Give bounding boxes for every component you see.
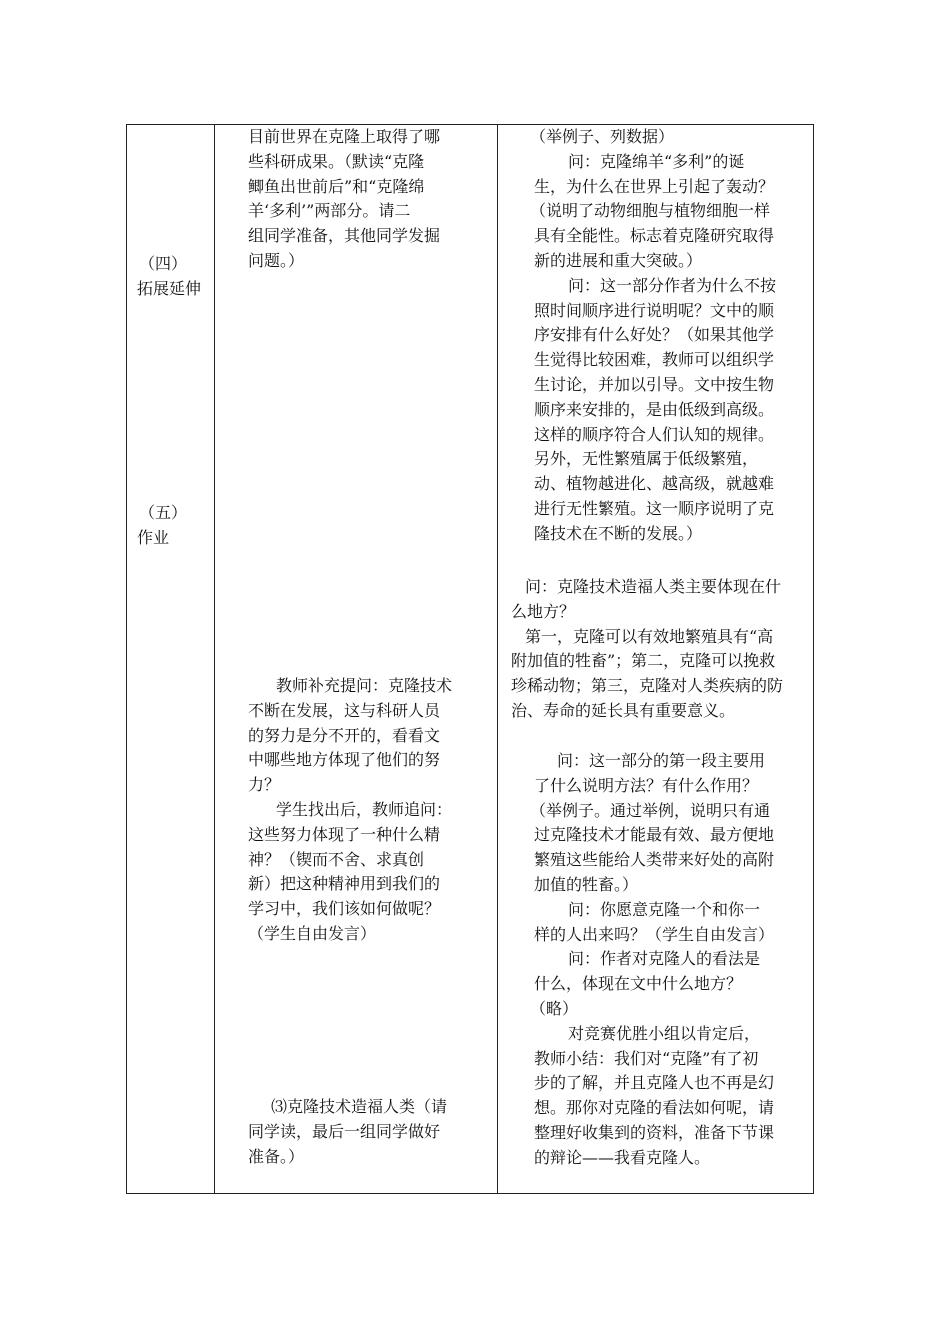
text-line: （学生自由发言） [248,924,377,943]
text-line: 动、植物越进化、越高级，就越难 [534,474,775,494]
text-line: 羊‘多利’”两部分。请二 [248,201,411,221]
text-line: 生，为什么在世界上引起了轰动？ [534,176,775,196]
text-line: 附加值的牲畜”；第二，克隆可以挽救 [511,651,776,671]
text-line: 想。那你对克隆的看法如何呢，请 [534,1098,775,1118]
text-line: 同学读，最后一组同学做好 [248,1121,441,1141]
text-line: （举例子、列数据） [530,127,675,146]
section-title: 拓展延伸 [137,279,202,298]
text-line: 力？ [248,775,281,795]
text-line: 繁殖这些能给人类带来好处的高附 [534,850,775,870]
column-divider [214,125,215,1193]
text-line: 的辩论——我看克隆人。 [534,1147,711,1167]
text-line: 新）把这种精神用到我们的 [248,874,441,894]
text-line: 问：这一部分的第一段主要用 [557,751,766,770]
text-line: 不断在发展，这与科研人员 [248,700,441,720]
text-line: 神？（锲而不舍、求真创 [248,849,425,869]
section-number: （四） [139,254,188,273]
text-line: ⑶克隆技术造福人类（请 [271,1097,448,1116]
text-line: 这样的顺序符合人们认知的规律。 [534,424,775,444]
column-divider [497,125,498,1193]
lesson-plan-table [126,124,814,1194]
text-line: 序安排有什么好处？（如果其他学 [534,325,775,345]
text-line: 新的进展和重大突破。） [534,251,703,270]
text-line: 教师补充提问：克隆技术 [276,676,453,695]
text-line: 的努力是分不开的，看看文 [248,725,441,745]
text-line: 步的了解，并且克隆人也不再是幻 [534,1073,775,1093]
text-line: 学习中，我们该如何做呢？ [248,899,441,919]
text-line: 问：这一部分作者为什么不按 [568,275,777,295]
text-line: 目前世界在克隆上取得了哪 [248,127,441,146]
text-line: 对竞赛优胜小组以肯定后， [568,1023,761,1043]
text-line: （略） [530,999,579,1018]
text-line: 照时间顺序进行说明呢？文中的顺 [534,300,775,320]
text-line: 了什么说明方法？有什么作用？ [534,775,759,795]
text-line: （举例子。通过举例，说明只有通 [530,800,771,820]
text-line: 些科研成果。（默读“克隆 [248,151,425,171]
text-line: 加值的牲畜。） [534,875,639,894]
text-line: 准备。） [248,1146,305,1166]
text-line: 过克隆技术才能最有效、最方便地 [534,825,775,845]
text-line: 问题。） [248,251,305,270]
text-line: 问：你愿意克隆一个和你一 [568,899,761,919]
text-line: （说明了动物细胞与植物细胞一样 [530,201,771,221]
text-line: 生觉得比较困难，教师可以组织学 [534,350,775,370]
text-line: 中哪些地方体现了他们的努 [248,750,441,770]
text-line: 顺序来安排的，是由低级到高级。 [534,399,775,419]
text-line: 么地方？ [511,601,576,621]
text-line: 生讨论，并加以引导。文中按生物 [534,375,775,394]
text-line: 组同学准备，其他同学发掘 [248,226,441,246]
text-line: 治、寿命的延长具有重要意义。 [511,701,736,720]
section-title: 作业 [137,528,170,547]
text-line: 问：克隆技术造福人类主要体现在什 [525,577,782,596]
text-line: 样的人出来吗？（学生自由发言） [534,924,775,944]
text-line: 进行无性繁殖。这一顺序说明了克 [534,499,775,518]
text-line: 问：作者对克隆人的看法是 [568,949,761,969]
text-line: 什么，体现在文中什么地方？ [534,974,743,994]
text-line: 另外，无性繁殖属于低级繁殖， [534,449,759,469]
section-number: （五） [139,503,188,522]
text-line: 教师小结：我们对“克隆”有了初 [534,1048,759,1068]
text-line: 珍稀动物；第三，克隆对人类疾病的防 [511,676,784,696]
text-line: 鲫鱼出世前后”和“克隆绵 [248,176,425,196]
text-line: 这些努力体现了一种什么精 [248,824,441,844]
text-line: 学生找出后，教师追问： [276,800,453,819]
text-line: 具有全能性。标志着克隆研究取得 [534,226,775,246]
text-line: 问：克隆绵羊“多利”的诞 [568,151,745,171]
text-line: 第一，克隆可以有效地繁殖具有“高 [525,626,774,646]
text-line: 整理好收集到的资料，准备下节课 [534,1123,775,1142]
text-line: 隆技术在不断的发展。） [534,523,703,543]
